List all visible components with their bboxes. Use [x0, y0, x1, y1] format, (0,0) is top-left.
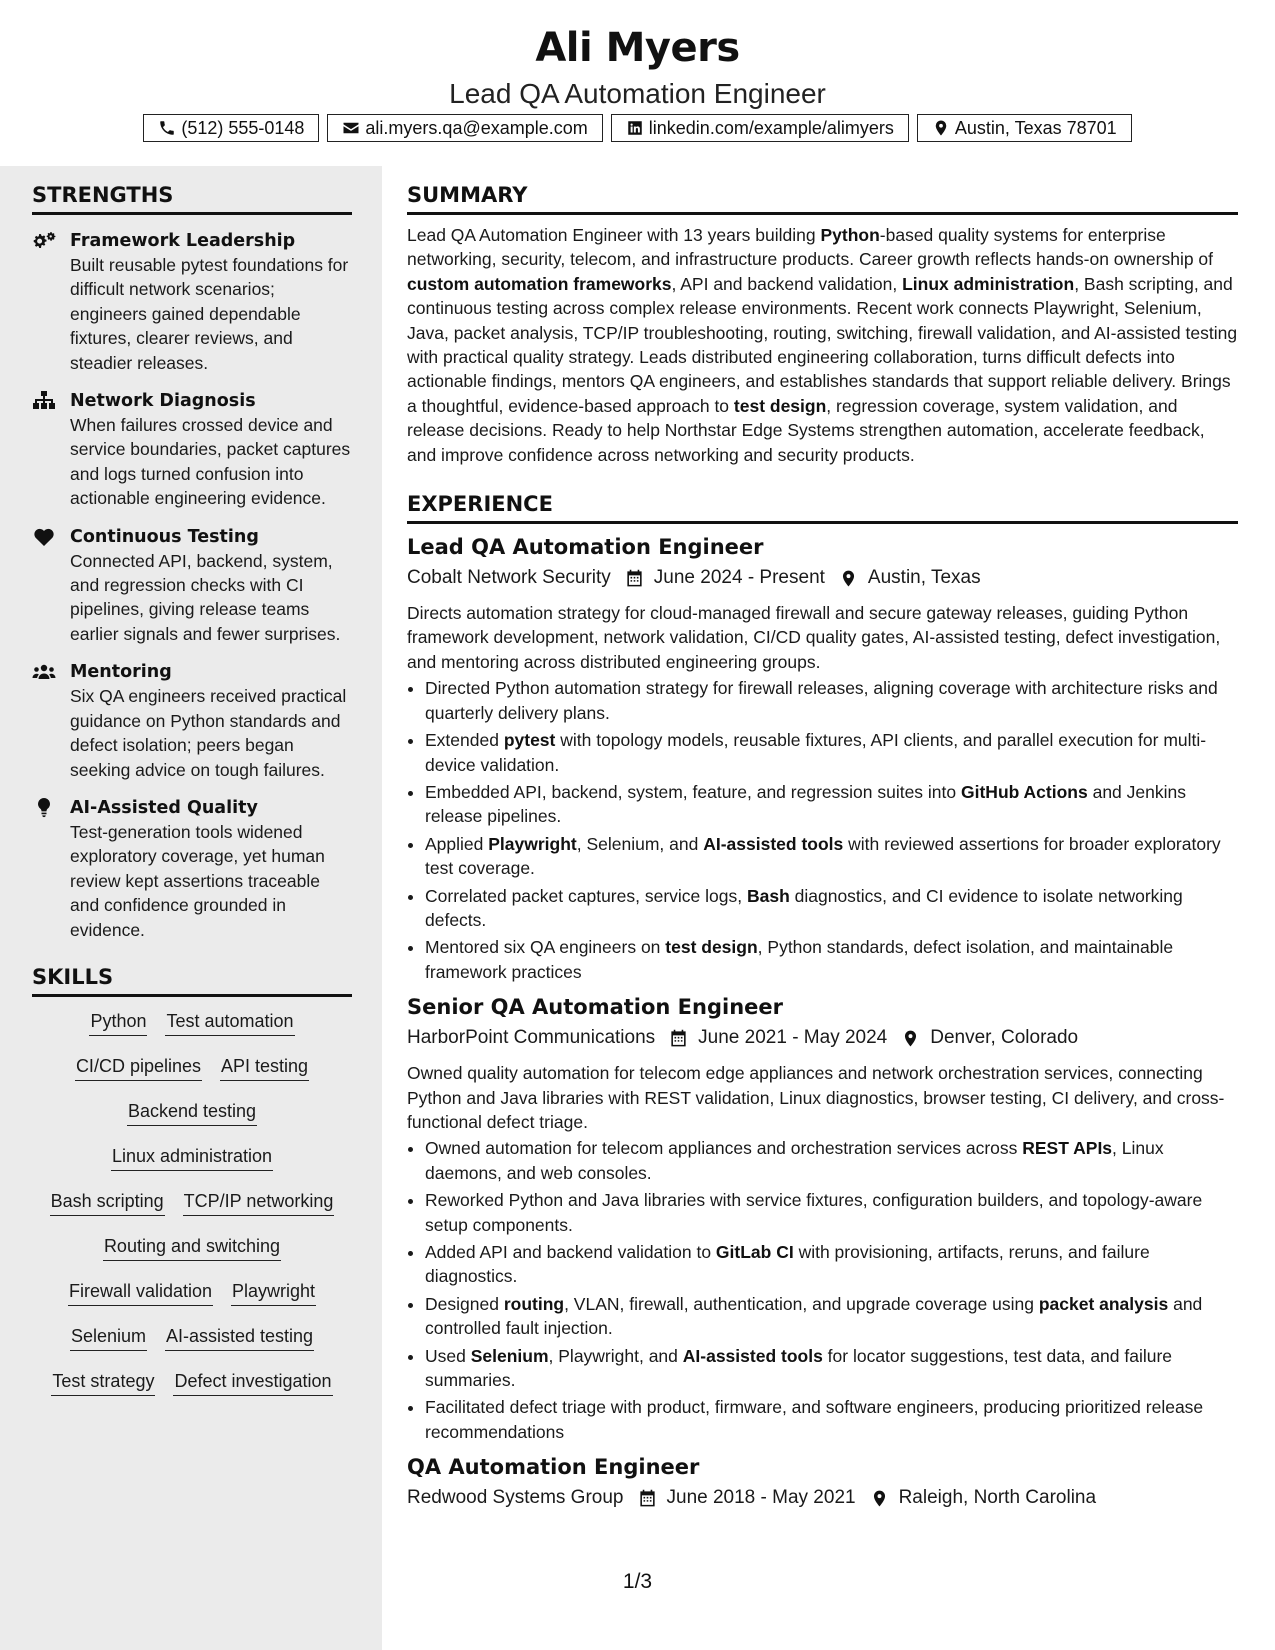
- job-description: Owned quality automation for telecom edge appliances and network orchestration services, connecting Python and Java libraries with REST validation, Linux diagnostics, browser testing, CI delivery, and cross-functional defect triage.: [407, 1063, 1225, 1132]
- strength-item: [32, 525, 352, 647]
- skill-row: [32, 1009, 352, 1054]
- skill-row: [32, 1144, 352, 1189]
- experience-heading: EXPERIENCE: [407, 489, 1238, 524]
- job-bullet: • Designed routing, VLAN, firewall, authentication, and upgrade coverage using packet analysis and controlled fault injection.: [425, 1292, 1238, 1341]
- job-title: QA Automation Engineer: [407, 1455, 700, 1480]
- envelope-icon: [342, 119, 360, 137]
- strength-title: AI-Assisted Quality: [70, 797, 258, 818]
- skill-tag: Firewall validation: [68, 1279, 213, 1306]
- skill-row: [32, 1099, 352, 1144]
- job-meta: [407, 1023, 1238, 1053]
- skill-tag: Test strategy: [51, 1369, 155, 1396]
- job-dates: June 2018 - May 2021: [666, 1487, 856, 1509]
- skill-row: [32, 1234, 352, 1279]
- strength-title: Network Diagnosis: [70, 391, 256, 412]
- skill-tag: API testing: [220, 1054, 309, 1081]
- map-pin-icon: [870, 1489, 889, 1508]
- job-bullet: • Reworked Python and Java libraries with service fixtures, configuration builders, and topology-aware setup components.: [425, 1188, 1238, 1237]
- contact-location-text: Austin, Texas 78701: [954, 117, 1117, 138]
- candidate-name: Ali Myers: [535, 25, 740, 71]
- map-pin-icon: [932, 119, 950, 137]
- strength-item: [32, 660, 352, 782]
- job-bullets: [407, 1136, 1238, 1444]
- job-location: Denver, Colorado: [930, 1027, 1079, 1049]
- page-number: 1/3: [622, 1570, 653, 1593]
- skills-list: [32, 1009, 352, 1414]
- strengths-heading: STRENGTHS: [32, 180, 352, 215]
- job-company: Cobalt Network Security: [407, 567, 611, 589]
- job-company: Redwood Systems Group: [407, 1487, 624, 1509]
- skill-tag: CI/CD pipelines: [75, 1054, 202, 1081]
- linkedin-icon: [626, 119, 644, 137]
- job-bullet: • Used Selenium, Playwright, and AI-assisted tools for locator suggestions, test data, and failure summaries.: [425, 1344, 1238, 1393]
- lightbulb-icon: [32, 798, 56, 818]
- job-meta: [407, 1483, 1238, 1513]
- job-description: Directs automation strategy for cloud-managed firewall and secure gateway releases, guiding Python framework development, network validation, CI/CD quality gates, AI-assisted testing, defect investigation, and mentoring across distributed engineering groups.: [407, 603, 1221, 672]
- resume-header: [0, 20, 1275, 112]
- job-location: Raleigh, North Carolina: [898, 1487, 1097, 1509]
- job-entry: [407, 992, 1238, 1444]
- job-bullet: • Correlated packet captures, service logs, Bash diagnostics, and CI evidence to isolate networking defects.: [425, 884, 1238, 933]
- contact-location: [917, 114, 1132, 142]
- job-bullet: • Applied Playwright, Selenium, and AI-assisted tools with reviewed assertions for broader exploratory test coverage.: [425, 832, 1238, 881]
- job-location: Austin, Texas: [867, 567, 981, 589]
- skill-tag: Routing and switching: [103, 1234, 281, 1261]
- contact-bar: [0, 114, 1275, 142]
- strength-desc: Connected API, backend, system, and regression checks with CI pipelines, giving release teams earlier signals and fewer surprises.: [70, 550, 341, 644]
- job-company: HarborPoint Communications: [407, 1027, 656, 1049]
- job-bullet: • Added API and backend validation to GitLab CI with provisioning, artifacts, reruns, and failure diagnostics.: [425, 1240, 1238, 1289]
- phone-icon: [158, 119, 176, 137]
- skill-tag: TCP/IP networking: [183, 1189, 335, 1216]
- strength-item: [32, 796, 352, 942]
- map-pin-icon: [901, 1029, 920, 1048]
- strength-title: Mentoring: [70, 662, 172, 683]
- heart-icon: [32, 527, 56, 547]
- skill-tag: AI-assisted testing: [165, 1324, 314, 1351]
- summary-text: Lead QA Automation Engineer with 13 years building Python-based quality systems for enterprise networking, security, telecom, and infrastructure products. Career growth reflects hands-on ownership of custom automation frameworks, API and backend validation, Linux administration, Bash scripting, and continuous testing across complex release environments. Recent work connects Playwright, Selenium, Java, packet analysis, TCP/IP troubleshooting, routing, switching, firewall validation, and AI-assisted testing with practical quality strategy. Leads distributed engineering collaboration, turns difficult defects into actionable findings, mentors QA engineers, and establishes standards that support reliable delivery. Brings a thoughtful, evidence-based approach to test design, regression coverage, system validation, and release decisions. Ready to help Northstar Edge Systems strengthen automation, accelerate feedback, and improve confidence across networking and security products.: [407, 225, 1238, 465]
- network-icon: [32, 391, 56, 411]
- skill-tag: Bash scripting: [50, 1189, 165, 1216]
- contact-linkedin-text: linkedin.com/example/alimyers: [648, 117, 894, 138]
- contact-phone: [143, 114, 319, 142]
- users-icon: [32, 662, 56, 682]
- job-entry: [407, 1452, 1238, 1513]
- calendar-icon: [669, 1029, 688, 1048]
- job-title: Senior QA Automation Engineer: [407, 995, 783, 1020]
- skill-tag: Python: [89, 1009, 147, 1036]
- contact-email-text: ali.myers.qa@example.com: [365, 117, 588, 138]
- skill-row: [32, 1279, 352, 1324]
- skill-tag: Backend testing: [127, 1099, 257, 1126]
- job-bullet: • Owned automation for telecom appliances and orchestration services across REST APIs, Linux daemons, and web consoles.: [425, 1136, 1238, 1185]
- contact-linkedin: [611, 114, 909, 142]
- job-meta: [407, 563, 1238, 593]
- sidebar: [32, 180, 352, 1414]
- contact-email: [327, 114, 602, 142]
- job-bullet: • Embedded API, backend, system, feature, and regression suites into GitHub Actions and Jenkins release pipelines.: [425, 780, 1238, 829]
- skill-row: [32, 1369, 352, 1414]
- contact-phone-text: (512) 555-0148: [181, 117, 305, 138]
- job-bullet: • Extended pytest with topology models, reusable fixtures, API clients, and parallel execution for multi-device validation.: [425, 728, 1238, 777]
- skill-tag: Test automation: [165, 1009, 294, 1036]
- skill-row: [32, 1189, 352, 1234]
- strength-desc: Test-generation tools widened exploratory coverage, yet human review kept assertions traceable and confidence grounded in evidence.: [70, 821, 325, 940]
- job-bullet: • Directed Python automation strategy for firewall releases, aligning coverage with architecture risks and quarterly delivery plans.: [425, 676, 1238, 725]
- strength-item: [32, 389, 352, 511]
- skill-tag: Selenium: [70, 1324, 147, 1351]
- strength-desc: Six QA engineers received practical guidance on Python standards and defect isolation; peers began seeking advice on tough failures.: [70, 686, 347, 780]
- skill-tag: Playwright: [231, 1279, 316, 1306]
- strength-title: Framework Leadership: [70, 231, 296, 251]
- job-dates: June 2021 - May 2024: [698, 1027, 888, 1049]
- skill-tag: Linux administration: [111, 1144, 273, 1171]
- main-column: [407, 180, 1238, 1513]
- skill-row: [32, 1324, 352, 1369]
- gears-icon: [32, 231, 56, 251]
- job-entry: [407, 532, 1238, 984]
- skills-heading: SKILLS: [32, 962, 352, 997]
- job-bullet: • Mentored six QA engineers on test design, Python standards, defect isolation, and maintainable framework practices: [425, 935, 1238, 984]
- strength-desc: Built reusable pytest foundations for difficult network scenarios; engineers gained dependable fixtures, clearer reviews, and steadier releases.: [70, 255, 349, 373]
- strength-item: [32, 229, 352, 375]
- strength-desc: When failures crossed device and service boundaries, packet captures and logs turned confusion into actionable engineering evidence.: [70, 415, 351, 509]
- skill-tag: Defect investigation: [173, 1369, 332, 1396]
- job-dates: June 2024 - Present: [653, 567, 825, 589]
- job-bullet: • Facilitated defect triage with product, firmware, and software engineers, producing prioritized release recommendations: [425, 1395, 1238, 1444]
- strength-title: Continuous Testing: [70, 526, 259, 547]
- candidate-title: Lead QA Automation Engineer: [449, 78, 826, 109]
- job-title: Lead QA Automation Engineer: [407, 535, 764, 560]
- summary-heading: SUMMARY: [407, 180, 1238, 215]
- map-pin-icon: [839, 569, 858, 588]
- job-bullets: [407, 676, 1238, 984]
- calendar-icon: [638, 1489, 657, 1508]
- skill-row: [32, 1054, 352, 1099]
- calendar-icon: [625, 569, 644, 588]
